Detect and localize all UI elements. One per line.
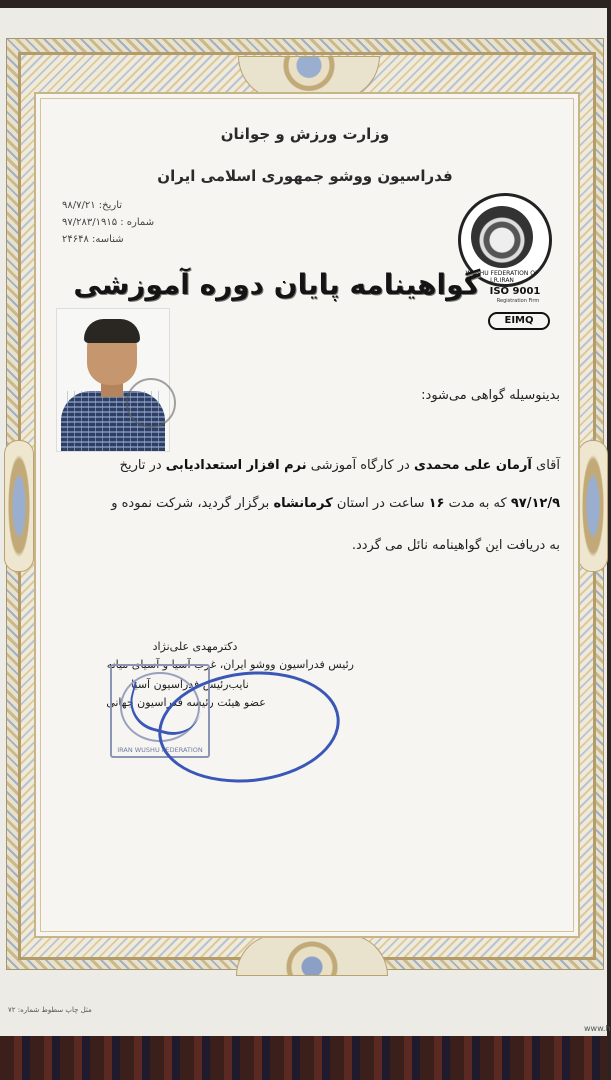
photo-stamp-icon bbox=[126, 378, 176, 428]
certificate-title: گواهینامه پایان دوره آموزشی bbox=[73, 268, 480, 301]
iso-label: ISO 9001 bbox=[489, 286, 541, 297]
body-line-2: ۹۷/۱۲/۹ که به مدت ۱۶ ساعت در استان کرمانشاه برگزار گردید، شرکت نموده و bbox=[111, 496, 560, 511]
course-name: نرم افزار استعدادیابی bbox=[165, 458, 307, 473]
signatory-name: دکترمهدی علی‌نژاد bbox=[152, 640, 238, 653]
eimq-badge: EIMQ bbox=[488, 312, 550, 330]
course-province: کرمانشاه bbox=[273, 496, 333, 511]
body-line-1: آقای آرمان علی محمدی در کارگاه آموزشی نرم افزار استعدادیابی در تاریخ bbox=[119, 458, 560, 473]
intro-line: بدینوسیله گواهی می‌شود: bbox=[421, 388, 560, 403]
signatory-title-1: رئیس فدراسیون ووشو ایران، غرب آسیا و آسیای میانه bbox=[106, 658, 354, 671]
course-hours: ۱۶ bbox=[428, 496, 445, 511]
ministry-heading: وزارت ورزش و جوانان bbox=[220, 125, 390, 143]
body-line-3: به دریافت این گواهینامه نائل می گردد. bbox=[351, 538, 560, 553]
stamp-text: IRAN WUSHU FEDERATION bbox=[117, 746, 203, 754]
reference-number: شماره : ۹۷/۲۸۳/۱۹۱۵ bbox=[62, 217, 155, 228]
background-carpet bbox=[0, 1036, 607, 1080]
right-ornament bbox=[578, 440, 608, 572]
form-number: مثل چاپ سطوط شماره: ۷۲ bbox=[8, 1006, 92, 1014]
iso-sub-label: Registration Firm bbox=[496, 298, 540, 304]
signatory-title-3: عضو هیئت رئیسه فدراسیون جهانی bbox=[106, 696, 266, 709]
signatory-title-2: نایب‌رئیس فدراسیون آسیا bbox=[131, 678, 249, 691]
certificate-id: شناسه: ۲۴۶۴۸ bbox=[62, 234, 124, 245]
course-date: ۹۷/۱۲/۹ bbox=[510, 496, 560, 511]
logo-emblem-icon bbox=[471, 206, 533, 268]
issue-date: تاریخ: ۹۸/۷/۲۱ bbox=[62, 200, 123, 211]
logo-label: WUSHU FEDERATION OF I.R.IRAN bbox=[465, 270, 539, 284]
website-label: www.h bbox=[584, 1024, 611, 1033]
federation-heading: فدراسیون ووشو جمهوری اسلامی ایران bbox=[157, 167, 453, 185]
left-ornament bbox=[4, 440, 34, 572]
bottom-ornament bbox=[236, 934, 388, 976]
holder-name: آرمان علی محمدی bbox=[413, 458, 532, 473]
